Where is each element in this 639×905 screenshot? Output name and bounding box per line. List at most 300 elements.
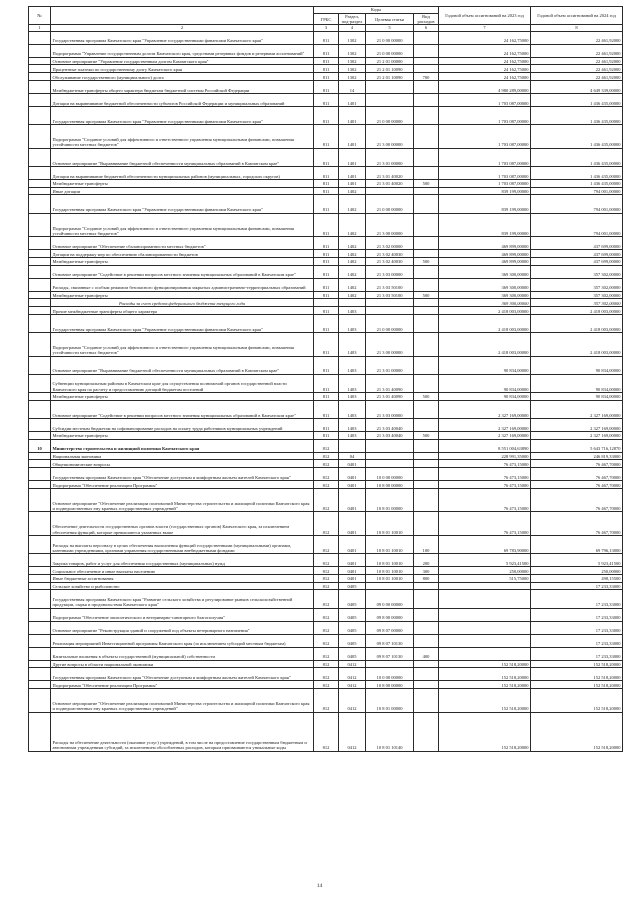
cell-section: 1402	[339, 187, 366, 195]
cell-grbs: 811	[314, 431, 339, 439]
cell-grbs: 812	[314, 554, 339, 567]
cell-amount-2023: 76 473,15000	[439, 489, 531, 512]
cell-number	[29, 468, 51, 481]
cell-section: 1402	[339, 195, 366, 213]
cell-exptype: 100	[414, 535, 439, 553]
cell-number	[29, 582, 51, 590]
cell-number	[29, 400, 51, 418]
cell-section: 1403	[339, 314, 366, 332]
cell-name: Основное мероприятие "Выравнивание бюджетной обеспеченности муниципальных образований в Камчатском крае"	[51, 148, 314, 166]
table-row	[29, 31, 623, 44]
table-row	[29, 481, 623, 489]
table-row	[29, 489, 623, 512]
table-row	[29, 418, 623, 431]
cell-grbs: 812	[314, 439, 339, 452]
table-row	[29, 307, 623, 315]
cell-name: Государственная программа Камчатского края "Развитие сельского хозяйства и регулирование рынков сельскохозяйственной продукции, сырья и продовольствия Камчатского края"	[51, 590, 314, 608]
cell-exptype	[414, 489, 439, 512]
cell-amount-2023	[439, 582, 531, 590]
cell-amount-2024: 90 834,00000	[531, 392, 623, 400]
cell-exptype: 700	[414, 73, 439, 81]
cell-grbs: 811	[314, 374, 339, 392]
header-exptype: Вид расходов	[414, 14, 439, 25]
cell-amount-2023: 8 551 004,63890	[439, 439, 531, 452]
cell-amount-2024: 17 233,33000	[531, 647, 623, 660]
cell-exptype	[414, 621, 439, 634]
cell-amount-2024: 437 699,00000	[531, 236, 623, 249]
table-row	[29, 236, 623, 249]
cell-grbs: 811	[314, 94, 339, 107]
cell-target: 21 3 01 40020	[366, 166, 414, 179]
cell-section: 1403	[339, 418, 366, 431]
header-target: Целевая статья	[366, 14, 414, 25]
cell-section: 0412	[339, 668, 366, 681]
cell-amount-2023: 76 473,15000	[439, 460, 531, 468]
cell-amount-2023: 1 703 087,00000	[439, 125, 531, 148]
header-section: Раздел, под-раздел	[339, 14, 366, 25]
table-row	[29, 73, 623, 81]
cell-section: 0405	[339, 590, 366, 608]
cell-exptype	[414, 660, 439, 668]
cell-name: Подпрограмма "Обеспечение реализации Программы"	[51, 481, 314, 489]
cell-number: 10	[29, 439, 51, 452]
cell-exptype	[414, 512, 439, 535]
cell-amount-2024: 357 302,00000	[531, 278, 623, 291]
cell-name: Социальное обеспечение и иные выплаты населению	[51, 567, 314, 575]
table-row	[29, 400, 623, 418]
cell-section: 1401	[339, 148, 366, 166]
header-number: 4	[339, 25, 366, 31]
cell-name: Субвенции муниципальным районам в Камчатском крае для осуществления полномочий органов государственной власти Камчатского края по расчету и предоставлению дотаций бюджетам поселений	[51, 374, 314, 392]
cell-amount-2023: 369 300,00000	[439, 278, 531, 291]
header-grbs: ГРБС	[314, 14, 339, 25]
cell-target: 21 3 00 00000	[366, 333, 414, 356]
cell-number	[29, 590, 51, 608]
cell-amount-2024: 2 327 169,00000	[531, 400, 623, 418]
table-row	[29, 535, 623, 553]
cell-section: 1402	[339, 265, 366, 278]
cell-exptype	[414, 481, 439, 489]
cell-exptype	[414, 236, 439, 249]
cell-amount-2024: 357 302,00000	[531, 265, 623, 278]
cell-amount-2023: 1 703 087,00000	[439, 94, 531, 107]
cell-section: 0412	[339, 712, 366, 751]
cell-section: 1403	[339, 431, 366, 439]
cell-amount-2023: 1 703 087,00000	[439, 148, 531, 166]
cell-amount-2024: 498,15500	[531, 574, 623, 582]
cell-amount-2023: 90 834,00000	[439, 356, 531, 374]
cell-exptype	[414, 590, 439, 608]
cell-name: Основное мероприятие "Содействие в решении вопросов местного значения муниципальных образований в Камчатском крае"	[51, 400, 314, 418]
cell-exptype: 500	[414, 257, 439, 265]
table-row	[29, 439, 623, 452]
cell-grbs: 811	[314, 213, 339, 236]
cell-exptype	[414, 681, 439, 689]
cell-name: Закупка товаров, работ и услуг для обеспечения государственных (муниципальных) нужд	[51, 554, 314, 567]
cell-amount-2023: 2 327 169,00000	[439, 431, 531, 439]
cell-number	[29, 689, 51, 712]
cell-target: 10 8 01 10010	[366, 574, 414, 582]
cell-number	[29, 257, 51, 265]
cell-exptype	[414, 374, 439, 392]
cell-name: Обеспечение деятельности государственных органов власти (государственных органов) Камчатского края, за исключением обеспечения функций, которые превышаются указанных выше	[51, 512, 314, 535]
cell-number	[29, 712, 51, 751]
cell-grbs: 812	[314, 590, 339, 608]
cell-section: 04	[339, 452, 366, 460]
cell-amount-2024: 76 467,70000	[531, 512, 623, 535]
table-row	[29, 712, 623, 751]
cell-exptype	[414, 299, 439, 307]
cell-exptype	[414, 439, 439, 452]
cell-amount-2024: 22 461,92000	[531, 65, 623, 73]
cell-grbs: 812	[314, 634, 339, 647]
cell-name: Основное мероприятие "Обеспечение реализации полномочий Министерства строительства и жилищной политики Камчатского края и подведомственных ему краевых государственных учреждений"	[51, 489, 314, 512]
table-row	[29, 660, 623, 668]
cell-grbs: 811	[314, 249, 339, 257]
cell-name: Подпрограмма "Создание условий для эффективного и ответственного управления муниципальными финансами, повышения устойчивости местных бюджетов"	[51, 333, 314, 356]
cell-amount-2023: 469 899,00000	[439, 236, 531, 249]
cell-amount-2024: 22 461,92000	[531, 73, 623, 81]
cell-section	[339, 439, 366, 452]
cell-amount-2023: 1 703 087,00000	[439, 166, 531, 179]
cell-exptype	[414, 712, 439, 751]
table-row	[29, 608, 623, 621]
cell-amount-2024: 17 233,33000	[531, 582, 623, 590]
cell-grbs: 812	[314, 582, 339, 590]
header-row-top	[29, 7, 623, 14]
cell-number	[29, 179, 51, 187]
cell-amount-2023: 76 473,15000	[439, 481, 531, 489]
cell-amount-2024: 76 467,70000	[531, 460, 623, 468]
cell-amount-2023: 2 418 003,00000	[439, 307, 531, 315]
cell-section: 1402	[339, 236, 366, 249]
cell-target: 21 3 01 40090	[366, 392, 414, 400]
cell-amount-2024: 152 518,20000	[531, 689, 623, 712]
cell-target: 21 3 02 40030	[366, 249, 414, 257]
cell-name: Подпрограмма "Создание условий для эффективного и ответственного управления муниципальными финансами, повышения устойчивости местных бюджетов"	[51, 213, 314, 236]
cell-section: 0401	[339, 481, 366, 489]
cell-amount-2024: 1 436 435,00000	[531, 166, 623, 179]
cell-number	[29, 512, 51, 535]
cell-grbs: 812	[314, 460, 339, 468]
cell-target: 10 0 00 00000	[366, 668, 414, 681]
table-row	[29, 567, 623, 575]
cell-number	[29, 278, 51, 291]
cell-grbs: 812	[314, 512, 339, 535]
cell-amount-2024: 2 327 169,00000	[531, 431, 623, 439]
cell-exptype	[414, 65, 439, 73]
cell-grbs: 811	[314, 81, 339, 94]
cell-amount-2023: 839 199,00000	[439, 187, 531, 195]
cell-amount-2024: 1 436 435,00000	[531, 125, 623, 148]
cell-section: 0405	[339, 608, 366, 621]
cell-exptype	[414, 57, 439, 65]
cell-number	[29, 452, 51, 460]
cell-exptype	[414, 94, 439, 107]
cell-section: 1302	[339, 57, 366, 65]
table-row	[29, 314, 623, 332]
cell-target: 10 8 01 10010	[366, 512, 414, 535]
cell-section: 0401	[339, 489, 366, 512]
cell-grbs: 811	[314, 400, 339, 418]
cell-amount-2023: 839 199,00000	[439, 195, 531, 213]
cell-name: Основное мероприятие "Управление государственным долгом Камчатского края"	[51, 57, 314, 65]
cell-grbs: 812	[314, 621, 339, 634]
cell-name: Основное мероприятие "Обеспечение сбалансированности местных бюджетов"	[51, 236, 314, 249]
cell-name: Государственная программа Камчатского края "Управление государственными финансами Камчатского края"	[51, 195, 314, 213]
cell-target: 21 3 01 40090	[366, 374, 414, 392]
cell-target: 21 3 03 50100	[366, 291, 414, 299]
cell-amount-2024: 4 649 339,00000	[531, 81, 623, 94]
cell-number	[29, 681, 51, 689]
cell-name: Национальная экономика	[51, 452, 314, 460]
table-row	[29, 94, 623, 107]
cell-exptype	[414, 468, 439, 481]
cell-name: Другие вопросы в области национальной экономики	[51, 660, 314, 668]
cell-number	[29, 554, 51, 567]
cell-amount-2023	[439, 590, 531, 608]
cell-name: Прочие межбюджетные трансферты общего характера	[51, 307, 314, 315]
cell-target: 09 0 00 00000	[366, 590, 414, 608]
cell-exptype	[414, 356, 439, 374]
cell-exptype	[414, 452, 439, 460]
table-row	[29, 689, 623, 712]
cell-number	[29, 81, 51, 94]
cell-name: Государственная программа Камчатского края "Управление государственными финансами Камчатского края"	[51, 31, 314, 44]
table-row	[29, 668, 623, 681]
cell-amount-2023: 4 980 289,00000	[439, 81, 531, 94]
cell-target: 10 0 00 00000	[366, 468, 414, 481]
cell-amount-2024: 22 461,92000	[531, 57, 623, 65]
cell-grbs: 812	[314, 647, 339, 660]
cell-name: Основное мероприятие "Реконструкция зданий и сооружений под объекты ветеринарного назначения"	[51, 621, 314, 634]
cell-section: 0412	[339, 681, 366, 689]
cell-name: Общеэкономические вопросы	[51, 460, 314, 468]
cell-amount-2023: 469 899,00000	[439, 249, 531, 257]
cell-amount-2024: 1 436 435,00000	[531, 94, 623, 107]
cell-target: 09 8 07 10130	[366, 634, 414, 647]
cell-target: 10 8 01 00000	[366, 489, 414, 512]
cell-section: 1403	[339, 333, 366, 356]
cell-name: Межбюджетные трансферты	[51, 291, 314, 299]
cell-amount-2023: 90 834,00000	[439, 392, 531, 400]
cell-exptype: 500	[414, 392, 439, 400]
cell-name: Дотации на поддержку мер по обеспечению сбалансированности бюджетов	[51, 249, 314, 257]
cell-amount-2024: 1 436 435,00000	[531, 148, 623, 166]
cell-number	[29, 125, 51, 148]
cell-number	[29, 213, 51, 236]
cell-amount-2024: 152 518,20000	[531, 660, 623, 668]
cell-exptype	[414, 44, 439, 57]
cell-exptype	[414, 634, 439, 647]
cell-name: Государственная программа Камчатского края "Обеспечение доступным и комфортным жильем жителей Камчатского края"	[51, 668, 314, 681]
cell-grbs: 811	[314, 179, 339, 187]
table-row	[29, 57, 623, 65]
cell-section: 0401	[339, 460, 366, 468]
header-number: 5	[366, 25, 414, 31]
cell-amount-2024: 152 518,20000	[531, 681, 623, 689]
cell-amount-2023: 369 300,00000	[439, 265, 531, 278]
header-number: 1	[29, 25, 51, 31]
cell-target: 21 0 00 00000	[366, 44, 414, 57]
cell-grbs: 811	[314, 166, 339, 179]
cell-section: 1401	[339, 94, 366, 107]
cell-name: Реализация мероприятий Инвестиционной программы Камчатского края (за исключением субсидий местным бюджетам)	[51, 634, 314, 647]
table-row	[29, 125, 623, 148]
cell-name: Государственная программа Камчатского края "Обеспечение доступным и комфортным жильем жителей Камчатского края"	[51, 468, 314, 481]
cell-number	[29, 291, 51, 299]
cell-exptype	[414, 400, 439, 418]
table-row	[29, 195, 623, 213]
cell-target: 21 0 00 00000	[366, 314, 414, 332]
cell-name: Межбюджетные трансферты	[51, 431, 314, 439]
cell-name: Иные дотации	[51, 187, 314, 195]
cell-name: Государственная программа Камчатского края "Управление государственными финансами Камчатского края"	[51, 107, 314, 125]
cell-section: 1302	[339, 65, 366, 73]
cell-exptype	[414, 333, 439, 356]
table-row	[29, 431, 623, 439]
cell-name: Основное мероприятие "Содействие в решении вопросов местного значения муниципальных образований в Камчатском крае"	[51, 265, 314, 278]
cell-amount-2024: 22 461,92000	[531, 44, 623, 57]
cell-name: Подпрограмма "Обеспечение реализации Программы"	[51, 681, 314, 689]
cell-number	[29, 107, 51, 125]
cell-exptype: 800	[414, 574, 439, 582]
cell-section: 1403	[339, 374, 366, 392]
cell-grbs: 811	[314, 236, 339, 249]
table-row	[29, 299, 623, 307]
cell-amount-2023: 76 473,15000	[439, 512, 531, 535]
cell-number	[29, 567, 51, 575]
cell-target	[366, 81, 414, 94]
cell-amount-2023: 24 162,75000	[439, 44, 531, 57]
cell-exptype: 500	[414, 431, 439, 439]
cell-number	[29, 634, 51, 647]
table-row	[29, 107, 623, 125]
cell-section: 1401	[339, 179, 366, 187]
cell-exptype: 400	[414, 647, 439, 660]
cell-amount-2024: 2 418 003,00000	[531, 314, 623, 332]
cell-amount-2023: 228 991,35000	[439, 452, 531, 460]
cell-amount-2023: 69 783,90000	[439, 535, 531, 553]
cell-target: 21 0 00 00000	[366, 195, 414, 213]
cell-number	[29, 660, 51, 668]
cell-grbs: 811	[314, 291, 339, 299]
cell-amount-2024: 22 461,92000	[531, 31, 623, 44]
cell-exptype	[414, 668, 439, 681]
cell-number	[29, 148, 51, 166]
cell-number	[29, 608, 51, 621]
cell-name: Основное мероприятие "Обеспечение реализации полномочий Министерства строительства и жилищной политики Камчатского края и подведомственных ему краевых государственных учреждений"	[51, 689, 314, 712]
cell-target: 21 3 03 50100	[366, 278, 414, 291]
cell-grbs	[314, 299, 339, 307]
cell-target: 09 8 00 00000	[366, 608, 414, 621]
cell-grbs: 811	[314, 356, 339, 374]
cell-target: 21 3 03 00000	[366, 400, 414, 418]
cell-grbs: 812	[314, 481, 339, 489]
cell-grbs: 811	[314, 278, 339, 291]
table-row	[29, 512, 623, 535]
cell-number	[29, 574, 51, 582]
cell-amount-2024: 1 436 435,00000	[531, 107, 623, 125]
cell-amount-2023: 24 162,75000	[439, 65, 531, 73]
cell-amount-2024: 69 796,13000	[531, 535, 623, 553]
cell-amount-2023: 250,00000	[439, 567, 531, 575]
cell-section: 0412	[339, 689, 366, 712]
cell-amount-2023: 24 162,75000	[439, 57, 531, 65]
cell-target	[366, 307, 414, 315]
cell-name: Дотации на выравнивание бюджетной обеспеченности муниципальных районов (муниципальных, городских округов)	[51, 166, 314, 179]
cell-grbs: 811	[314, 195, 339, 213]
cell-amount-2024: 76 467,70000	[531, 489, 623, 512]
cell-name: Процентные платежи по государственному долгу Камчатского края	[51, 65, 314, 73]
cell-exptype	[414, 314, 439, 332]
cell-name: Иные бюджетные ассигнования	[51, 574, 314, 582]
cell-name: Субсидии местным бюджетам на софинансирование расходов на оплату труда работников муниципальных учреждений	[51, 418, 314, 431]
cell-section: 0401	[339, 535, 366, 553]
cell-amount-2023: 1 703 087,00000	[439, 107, 531, 125]
cell-amount-2024: 90 834,00000	[531, 374, 623, 392]
cell-amount-2023: 839 199,00000	[439, 213, 531, 236]
cell-amount-2023: 2 327 169,00000	[439, 400, 531, 418]
cell-number	[29, 621, 51, 634]
cell-grbs: 812	[314, 489, 339, 512]
cell-number	[29, 668, 51, 681]
budget-sheet	[28, 6, 622, 752]
cell-name: Капитальные вложения в объекты государственной (муниципальной) собственности	[51, 647, 314, 660]
cell-amount-2024: 17 233,33000	[531, 590, 623, 608]
table-row	[29, 44, 623, 57]
cell-amount-2024: 76 467,70000	[531, 481, 623, 489]
cell-exptype	[414, 148, 439, 166]
cell-amount-2024: 17 233,33000	[531, 608, 623, 621]
table-body	[29, 7, 623, 752]
cell-target: 21 3 00 00000	[366, 213, 414, 236]
cell-section: 1401	[339, 125, 366, 148]
header-number: 2	[51, 25, 314, 31]
cell-number	[29, 31, 51, 44]
cell-amount-2024: 5 923,41500	[531, 554, 623, 567]
cell-name: Расходы на обеспечение деятельности (оказание услуг) учреждений, в том числе на предоставление государственным бюджетным и автономным учреждениям субсидий, за исключением обособленных расходов, которым присваиваются уникальные коды	[51, 712, 314, 751]
cell-target: 21 2 01 10090	[366, 73, 414, 81]
cell-exptype	[414, 125, 439, 148]
cell-name: Подпрограмма "Создание условий для эффективного и ответственного управления муниципальными финансами, повышения устойчивости местных бюджетов"	[51, 125, 314, 148]
cell-target: 21 3 02 00000	[366, 236, 414, 249]
header-col-name	[51, 7, 314, 25]
cell-amount-2024: 90 834,00000	[531, 356, 623, 374]
table-row	[29, 249, 623, 257]
cell-amount-2024: 2 418 003,00000	[531, 307, 623, 315]
cell-grbs: 811	[314, 314, 339, 332]
cell-name: Межбюджетные трансферты общего характера бюджетам бюджетной системы Российской Федерации	[51, 81, 314, 94]
cell-section: 0412	[339, 660, 366, 668]
cell-amount-2023: 5 923,41500	[439, 554, 531, 567]
cell-exptype	[414, 582, 439, 590]
cell-amount-2024: 17 233,33000	[531, 634, 623, 647]
cell-name: Обслуживание государственного (муниципального) долга	[51, 73, 314, 81]
cell-number	[29, 481, 51, 489]
cell-target	[366, 582, 414, 590]
cell-amount-2023	[439, 608, 531, 621]
table-row	[29, 468, 623, 481]
cell-target: 21 3 03 00000	[366, 265, 414, 278]
cell-target: 21 3 03 40040	[366, 431, 414, 439]
cell-number	[29, 195, 51, 213]
cell-grbs: 811	[314, 418, 339, 431]
cell-amount-2023: 24 162,75000	[439, 31, 531, 44]
table-row	[29, 187, 623, 195]
cell-target: 21 3 01 00000	[366, 148, 414, 166]
cell-amount-2023: 90 834,00000	[439, 374, 531, 392]
